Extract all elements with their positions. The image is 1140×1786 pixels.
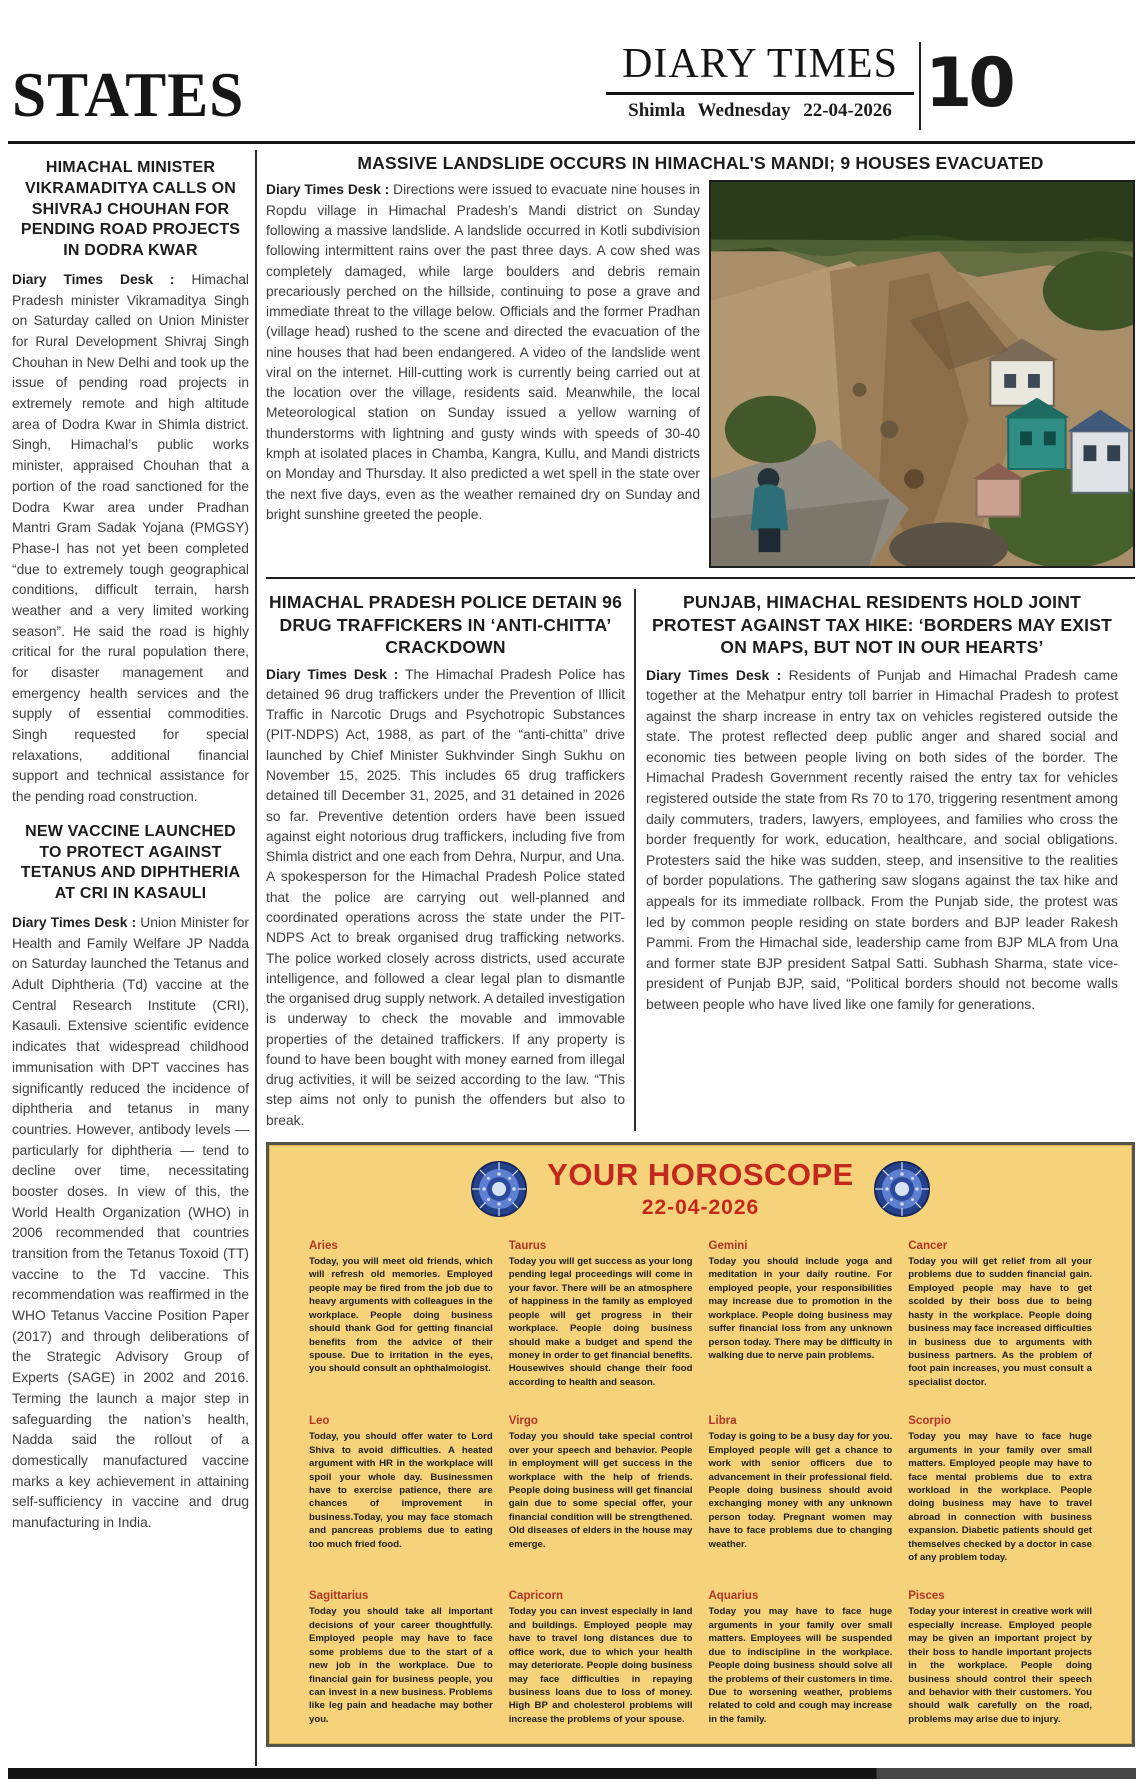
horoscope-entry-scorpio [908, 1415, 1092, 1564]
sign-name: Virgo [508, 1415, 538, 1428]
byline: Diary Times Desk : [12, 271, 192, 287]
horoscope-entry-sagittarius [309, 1590, 493, 1726]
article-protest [636, 589, 1118, 1131]
article-drugs [266, 589, 634, 1131]
byline: Diary Times Desk : [646, 666, 789, 683]
horoscope-entry-cancer [908, 1240, 1092, 1389]
sign-name: Sagittarius [309, 1590, 369, 1603]
masthead [606, 40, 914, 122]
left-column [12, 154, 249, 1534]
sign-text: Today you should take all important decisions of your career thoughtfully. Employed people may have to face some problems due to the start of a new job in the workplace. Due to financial gain for business people, you can invest in a new business. Problems like leg pain and headache may bother you. [309, 1606, 493, 1725]
sign-name: Aries [309, 1240, 338, 1253]
horoscope-entry-taurus [509, 1240, 693, 1389]
article-vaccine [12, 822, 249, 1534]
article-body [12, 270, 249, 808]
paper-name: DIARY TIMES [622, 41, 898, 87]
page-number-divider [919, 42, 921, 130]
sign-text: Today you may have to face huge arguments in your family over small matters. Employed people may have to face mental problems due to extra workload in the workplace. People doing business may have to travel abroad in connection with business expansion. Diabetic patients should get themselves checked by a doctor in case of any problem today. [908, 1431, 1092, 1564]
masthead-rule [606, 92, 914, 95]
sign-text: Today, you will meet old friends, which will refresh old memories. Employed people may be fired from the job due to heavy arguments with colleagues in the workplace. People doing business should thank God for getting financial benefits from the advice of their spouse. Due to irritation in the eyes, you should consult an ophthalmologist. [309, 1256, 493, 1375]
sign-text: Today is going to be a busy day for you. Employed people will get a chance to work with senior officers due to advancement in their professional field. People doing business should avoid exchanging money with any unknown person today. Pregnant women may have to face problems due to changing weather. [708, 1431, 893, 1550]
sign-name: Aquarius [708, 1590, 759, 1603]
article-landslide [266, 152, 1135, 568]
sign-name: Scorpio [908, 1415, 952, 1428]
zodiac-wheel-icon [874, 1161, 930, 1217]
byline: Diary Times Desk : [12, 915, 141, 931]
sign-text: Today your interest in creative work will especially increase. Employed people may be given an important project by their boss to handle important projects in the workplace. People doing business should control their speech and behavior with their customers. You should walk carefully on the road, problems may arise due to injury. [908, 1606, 1092, 1725]
sign-name: Libra [708, 1415, 737, 1428]
article-body [266, 180, 700, 525]
sign-text: Today you should take special control over your speech and behavior. People in employment will get success in the workplace with the help of friends. People doing business will get financial gain due to some special offer, your financial condition will be strengthened. Old diseases of elders in the house may emerge. [508, 1431, 693, 1550]
horoscope-date: 22-04-2026 [641, 1196, 760, 1220]
body-text: Residents of Punjab and Himachal Pradesh came together at the Mehatpur entry toll barrier in Himachal Pradesh to protest against the sharp increase in entry tax on vehicles registered outside the state. The protest reflected deep public anger and shared social and economic ties between people living on both sides of the border. The Himachal Pradesh Government recently raised the entry tax for vehicles registered outside the state from Rs 70 to 170, triggering resentment among daily commuters, traders, lawyers, employees, and families who cross the border frequently for work, education, healthcare, and social obligations. Protesters said the hike was sudden, steep, and insensitive to the realities of border populations. The gathering saw slogans against the tax hike and appeals for its immediate rollback. From the Punjab side, the protest was led by common people residing on state borders and BJP leader Rakesh Pammi. From the Himachal side, leadership came from BJP MLA from Una and former state BJP president Satpal Satti. Subhash Sharma, state vice-president of Punjab BJP, said, “Political borders should not become walls between people who have lived like one family for generations. [646, 666, 1119, 1012]
article-roads [12, 158, 249, 808]
byline: Diary Times Desk : [266, 182, 394, 198]
header-rule [8, 141, 1135, 144]
article-title: PUNJAB, HIMACHAL RESIDENTS HOLD JOINT PROTEST AGAINST TAX HIKE: ‘BORDERS MAY EXIST ON MAPS, BUT NOT IN OUR HEARTS’ [652, 592, 1112, 658]
section-rule [266, 577, 1135, 579]
article-body [266, 665, 625, 1131]
sign-text: Today you should include yoga and meditation in your daily routine. For employed people, your responsibilities may increase due to promotion in the workplace. People doing business may suffer financial loss from any unknown person today. There may be difficulty in walking due to nerve pain problems. [708, 1256, 893, 1361]
sign-name: Pisces [908, 1590, 945, 1603]
zodiac-wheel-icon [471, 1161, 527, 1217]
sign-text: Today you will get success as your long pending legal proceedings will come in your favor. There will be an atmosphere of happiness in the family as employed people will get progress in their workplace. People doing business should make a budget and spend the money in order to get financial benefits. Housewives should change their food according to health and season. [508, 1256, 693, 1388]
horoscope-entry-libra [709, 1415, 893, 1564]
body-text: Himachal Pradesh minister Vikramaditya Singh on Saturday called on Union Minister for Rural Development Shivraj Singh Chouhan in New Delhi and took up the issue of pending road projects in extremely remote and high altitude area of Dodra Kwar in Shimla district. Singh, Himachal’s public works minister, appraised Chouhan that a portion of the road sanctioned for the Dodra Kwar area under Pradhan Mantri Gram Sadak Yojana (PMGSY) Phase-I has not yet been completed “due to extremely tough geographical conditions, difficult terrain, harsh weather and a very limited working season”. He said the road is highly critical for the rural population there, for disaster management and emergency health services and the supply of essential commodities. Singh requested for special relaxations, additional financial support and technical assistance for the pending road construction. [12, 271, 249, 805]
sign-name: Capricorn [508, 1590, 564, 1603]
article-title: HIMACHAL PRADESH POLICE DETAIN 96 DRUG TRAFFICKERS IN ‘ANTI-CHITTA’ CRACKDOWN [268, 592, 623, 658]
sign-text: Today you can invest especially in land and buildings. Employed people may have to travel long distances due to office work, due to which your health may deteriorate. People doing business may face difficulties in repaying business loans due to loss of money. High BP and cholesterol problems will increase the problems of your spouse. [508, 1606, 693, 1725]
landslide-photo [709, 180, 1135, 568]
byline: Diary Times Desk : [266, 666, 406, 682]
horoscope-box [266, 1142, 1135, 1747]
horoscope-entry-aquarius [709, 1590, 893, 1726]
center-area [266, 150, 1135, 1747]
sign-name: Gemini [708, 1240, 748, 1253]
horoscope-grid [309, 1240, 1092, 1726]
horoscope-entry-capricorn [509, 1590, 693, 1726]
horoscope-entry-virgo [509, 1415, 693, 1564]
horoscope-entry-pisces [908, 1590, 1092, 1726]
horoscope-entry-gemini [709, 1240, 893, 1389]
footer-bar [8, 1768, 1136, 1779]
horoscope-entry-aries [309, 1240, 493, 1389]
sign-name: Leo [309, 1415, 330, 1428]
article-body [12, 913, 249, 1534]
article-title: NEW VACCINE LAUNCHED TO PROTECT AGAINST TETANUS AND DIPHTHERIA AT CRI IN KASAULI [20, 822, 241, 903]
body-text: Union Minister for Health and Family Welfare JP Nadda on Saturday launched the Tetanus and Adult Diphtheria (Td) vaccine at the Central Research Institute (CRI), Kasauli. Extensive scientific evidence indicates that widespread childhood immunisation with DPT vaccines has significantly reduced the incidence of diphtheria and tetanus in many countries. However, antibody levels — particularly for diphtheria — tend to decline over time, necessitating booster doses. In view of this, the World Health Organization (WHO) in 2006 recommended that countries transition from the Tetanus Toxoid (TT) vaccine to the Td vaccine. This recommendation was reaffirmed in the WHO Tetanus Vaccine Position Paper (2017) and through deliberations of the Strategic Advisory Group of Experts (SAGE) in 2002 and 2016. Terming the launch a major step in safeguarding the nation’s health, Nadda said the rollout of a domestically manufactured vaccine marks a key achievement in attaining self-sufficiency in vaccine and drug manufacturing in India. [12, 915, 249, 1530]
sign-name: Cancer [908, 1240, 948, 1253]
horoscope-entry-leo [309, 1415, 493, 1564]
body-text: Directions were issued to evacuate nine houses in Ropdu village in Himachal Pradesh’s Mandi district on Sunday following a massive landslide. A landslide occurred in Kotli subdivision following intermittent rains over the past three days. A cow shed was completely damaged, while large boulders and debris remain precariously perched on the hillside, continuing to pose a grave and immediate threat to the village below. Officials and the former Pradhan (village head) rushed to the scene and directed the evacuation of the nine houses that had been endangered. A video of the landslide went viral on the internet. Hill-cutting work is currently being carried out at the location over the village, residents said. Meanwhile, the local Meteorological station on Sunday issued a yellow warning of thunderstorms with lightning and gusty winds with speeds of 30-40 kmph at isolated places in Chamba, Kangra, Kullu, and Mandi districts on Monday and Thursday. It also predicted a wet spell in the state over the next five days, even as the weather remained dry on Sunday and bright sunshine greeted the people. [266, 182, 700, 522]
dateline: Shimla Wednesday 22-04-2026 [628, 100, 892, 121]
sign-text: Today you may have to face huge arguments in your family over small matters. Employees will be suspended due to indiscipline in the workplace. People doing business should solve all the problems of their customers in time. Due to worsening weather, problems related to cold and cough may increase in the family. [708, 1606, 893, 1725]
article-body [646, 665, 1118, 1015]
body-text: The Himachal Pradesh Police has detained 96 drug traffickers under the Prevention of Illicit Traffic in Narcotic Drugs and Psychotropic Substances (PIT-NDPS) Act, 1988, as part of the “anti-chitta” drive launched by Chief Minister Sukhvinder Singh Sukhu on November 15, 2025. This includes 65 drug traffickers detained till December 31, 2025, and 31 detained in 2026 so far. Preventive detention orders have been issued against eight notorious drug traffickers, including five from Shimla district and one each from Dehra, Nurpur, and Una. A spokesperson for the Himachal Pradesh Police stated that the police are carrying out well-planned and coordinated operations across the state under the PIT-NDPS Act to break organised drug trafficking networks. The police worked closely across districts, used accurate intelligence, and followed a clear legal plan to dismantle the organised drug supply network. A detailed investigation is underway to check the movable and immovable properties of the detained traffickers. If any property is found to have been bought with money earned from illegal drug activities, it will be seized according to the law. “This step aims not only to punish the offenders but also to break. [266, 666, 625, 1128]
page-number: 10 [925, 44, 1012, 123]
section-title: STATES [12, 59, 245, 130]
sign-text: Today you will get relief from all your problems due to sudden financial gain. Employed people may have to get scolded by their boss due to being hasty in the workplace. People doing business may face increased difficulties in business due to arguments with business partners. As the problem of foot pain increases, you must consult a specialist doctor. [908, 1256, 1092, 1388]
article-title: HIMACHAL MINISTER VIKRAMADITYA CALLS ON SHIVRAJ CHOUHAN FOR PENDING ROAD PROJECTS IN DODRA KWAR [20, 159, 241, 260]
article-title: MASSIVE LANDSLIDE OCCURS IN HIMACHAL'S MANDI; 9 HOUSES EVACUATED [357, 153, 1044, 173]
sign-name: Taurus [508, 1240, 547, 1253]
sign-text: Today, you should offer water to Lord Shiva to avoid difficulties. A heated argument with HR in the workplace will spoil your whole day. Businessmen have to exercise patience, there are chances of improvement in business.Today, you may face stomach and pancreas problems due to eating too much fried food. [309, 1431, 493, 1550]
horoscope-title: YOUR HOROSCOPE [547, 1157, 854, 1193]
column-divider [255, 150, 257, 1766]
